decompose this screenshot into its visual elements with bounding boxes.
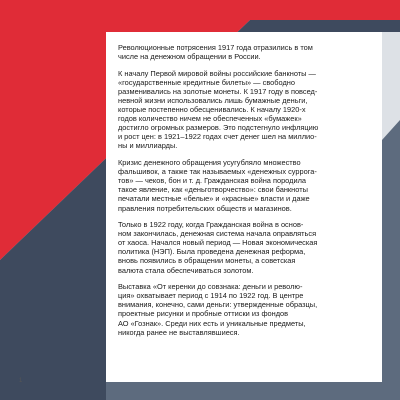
bg-slate-bottom-shape [106,382,382,400]
paragraph-2: К началу Первой мировой войны российские банкноты — «государственные кредитные билеты» — свободно разменивались на золотые монеты. К 1917 году в повсед- невной жизни использовались лишь бумажные деньги, которые постепенно обесценивались. К началу 1920-х годов количество ничем не обеспеченных «бумажек» достигло огромных размеров. Это подстегнуло инфляцию и рост цен: в 1921–1922 годах счет денег шел на миллио- ны и миллиарды. [118,68,319,151]
bg-slate-right-shape [382,120,400,400]
text-panel [106,32,382,382]
paragraph-3: Кризис денежного обращения усугубляло множество фальшивок, а также так называемых «денежных суррога- тов» — чеков, бон и т. д. Гражданская война породила такое явление, как «деньготворчество»: свои банкноты печатали местные «белые» и «красные» власти и даже правления потребительских обществ и магазинов. [118,158,317,213]
paragraph-1: Революционные потрясения 1917 года отразились в том числе на денежном обращении в России. [118,43,313,62]
paragraph-5: Выставка «От керенки до совзнака: деньги и револю- ция» охватывает период с 1914 по 1922 год. В центре внимания, конечно, сами деньги: утвержденные образцы, проектные рисунки и пробные оттиски из фондов АО «Гознак». Среди них есть и уникальные предметы, никогда ранее не выставлявшиеся. [118,282,318,337]
page-number: 1 [19,378,23,384]
paragraph-4: Только в 1922 году, когда Гражданская война в основ- ном закончилась, денежная система начала оправляться от хаоса. Начался новый период — Новая экономическая политика (НЭП). Была проведена денежная реформа, вновь появились в обращении монеты, а советская валюта стала обеспечиваться золотом. [118,220,318,275]
